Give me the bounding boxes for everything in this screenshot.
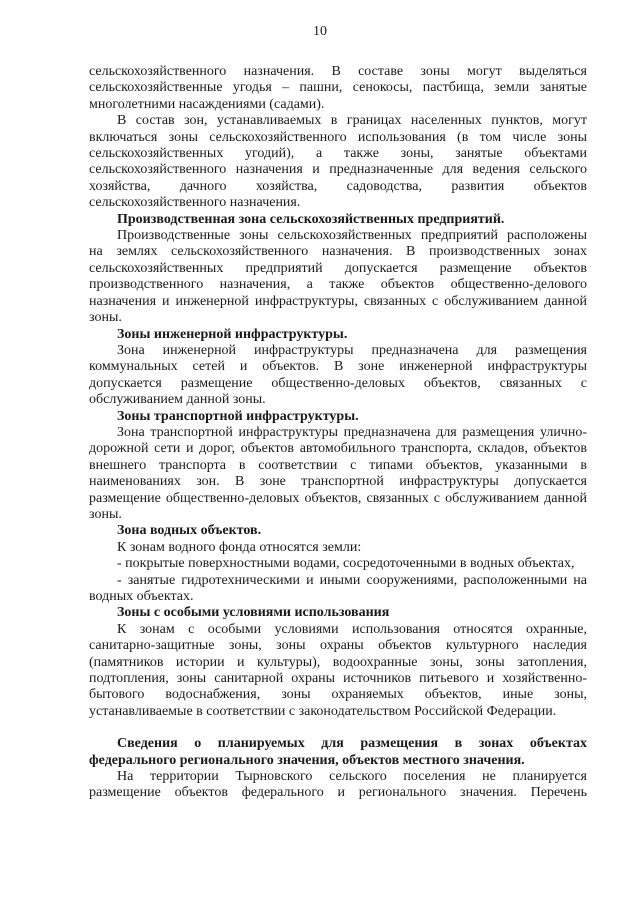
text-line: многолетними насаждениями (садами). — [89, 96, 325, 112]
text-line: - покрытые поверхностными водами, сосредоточенными в водных объектах, — [117, 556, 575, 572]
text-line: К зонам с особыми условиями использования относятся охранные, — [117, 621, 587, 637]
text-line: сельскохозяйственного назначения. В составе зоны могут выделяться — [89, 64, 587, 79]
text-line: допускается размещение общественно-деловых объектов, связанных с — [89, 375, 587, 391]
text-line: сельскохозяйственных предприятий допускается размещение объектов — [89, 260, 587, 276]
paragraph — [89, 556, 587, 572]
section-heading: Зоны с особыми условиями использования — [117, 605, 390, 621]
text-line: включаться зоны сельскохозяйственного использования (в том числе зоны — [89, 129, 587, 145]
text-line: размещение общественно-деловых объектов, связанных с обслуживанием данной — [89, 490, 587, 506]
text-line: сельскохозяйственные угодья – пашни, сенокосы, пастбища, земли занятые — [89, 80, 587, 96]
text-line: устанавливаемые в соответствии с законодательством Российской Федерации. — [89, 703, 557, 719]
section-heading: Зона водных объектов. — [117, 523, 262, 539]
text-line: сельскохозяйственного назначения и предназначенные для ведения сельского — [89, 162, 587, 178]
text-line: дорожной сети и дорог, объектов автомобильного транспорта, складов, объектов — [89, 441, 587, 457]
paragraph — [89, 573, 587, 606]
text-line: Зона транспортной инфраструктуры предназначена для размещения улично- — [117, 424, 587, 440]
text-line: На территории Тырновского сельского поселения не планируется — [117, 769, 587, 785]
text-line: В состав зон, устанавливаемых в границах населенных пунктов, могут — [117, 113, 587, 129]
text-line: хозяйства, дачного хозяйства, садоводства, развития объектов — [89, 178, 587, 194]
text-line: - занятые гидротехническими и иными сооружениями, расположенными на — [117, 572, 587, 588]
text-line: (памятников истории и культуры), водоохранные зоны, зоны затопления, — [89, 654, 587, 670]
paragraph — [89, 228, 587, 326]
paragraph — [89, 622, 587, 720]
page-number: 10 — [313, 24, 327, 39]
text-line: размещение объектов федерального и регионального значения. Перечень — [89, 785, 587, 801]
text-line: производственного назначения, а также объектов общественно-делового — [89, 277, 587, 293]
text-line: К зонам водного фонда относятся земли: — [117, 539, 362, 555]
section-heading: Производственная зона сельскохозяйственных предприятий. — [117, 211, 505, 227]
text-line: Производственные зоны сельскохозяйственных предприятий расположены — [117, 228, 587, 244]
text-line: водных объектах. — [89, 589, 194, 604]
text-line: зоны. — [89, 310, 122, 326]
text-line: внешнего транспорта в соответствии с типами объектов, указанными в — [89, 457, 587, 473]
section-gap — [89, 720, 587, 736]
document-body — [89, 64, 587, 802]
text-line: обслуживанием данной зоны. — [89, 392, 266, 408]
text-line: зоны. — [89, 506, 122, 522]
paragraph — [89, 540, 587, 556]
text-line: на землях сельскохозяйственного назначения. В производственных зонах — [89, 244, 587, 260]
bold-paragraph — [89, 736, 587, 769]
paragraph — [89, 64, 587, 113]
text-line: коммунальных сетей и объектов. В зоне инженерной инфраструктуры — [89, 359, 587, 375]
text-line: назначения и инженерной инфраструктуры, связанных с обслуживанием данной — [89, 293, 587, 309]
text-line: сельскохозяйственных угодий), а также зоны, занятые объектами — [89, 146, 587, 162]
text-line: бытового водоснабжения, зоны охраняемых объектов, иные зоны, — [89, 687, 587, 703]
text-line: Сведения о планируемых для размещения в зонах объектах — [117, 736, 587, 752]
paragraph — [89, 113, 587, 211]
paragraph — [89, 425, 587, 523]
text-line: Зона инженерной инфраструктуры предназначена для размещения — [117, 342, 587, 358]
text-line: сельскохозяйственного назначения. — [89, 195, 301, 211]
paragraph — [89, 769, 587, 802]
text-line: наименованиях зон. В зоне транспортной инфраструктуры допускается — [89, 474, 587, 490]
text-line: подтопления, зоны санитарной охраны источников питьевого и хозяйственно- — [89, 671, 587, 687]
section-heading: Зоны инженерной инфраструктуры. — [117, 326, 348, 342]
section-heading: Зоны транспортной инфраструктуры. — [117, 408, 359, 424]
text-line: федерального регионального значения, объектов местного значения. — [89, 752, 525, 768]
text-line: санитарно-защитные зоны, зоны охраны объектов культурного наследия — [89, 638, 587, 654]
paragraph — [89, 343, 587, 409]
